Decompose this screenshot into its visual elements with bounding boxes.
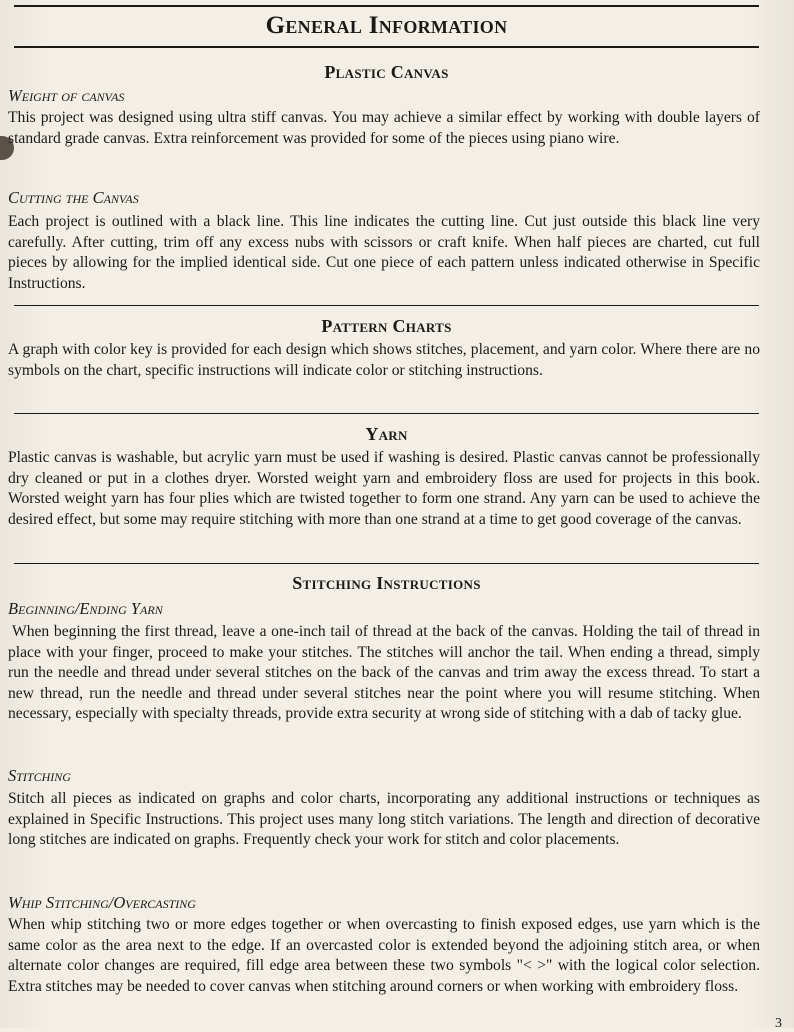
subheading-cutting-the-canvas: Cutting the Canvas (8, 188, 139, 207)
paragraph-yarn: Plastic canvas is washable, but acrylic yarn must be used if washing is desired. Plastic canvas cannot be professionally dry cleaned or put in a clothes dryer. Worsted weight yarn and embroidery floss are used for projects in this book. Worsted weight yarn has four plies which are twisted together to form one strand. Any yarn can be used to achieve the desired effect, but some may require stitching with more than one strand at a time to get good coverage of the canvas. (8, 449, 760, 528)
heading-pattern-charts: Pattern Charts (321, 316, 452, 336)
subheading-whip-stitching: Whip Stitching/Overcasting (8, 893, 196, 912)
section-rule (14, 413, 759, 414)
title-rule (14, 46, 759, 48)
paragraph-whip-stitching: When whip stitching two or more edges together or when overcasting to finish exposed edges, use yarn which is the same color as the area next to the edge. If an overcasted color is extended beyond the adjoining stitch area, or when alternate color changes are required, fill edge area between these two symbols "< >" with the logical color selection. Extra stitches may be needed to cover canvas when stitching around corners or when working with embroidery floss. (8, 916, 760, 995)
paragraph-pattern-charts: A graph with color key is provided for each design which shows stitches, placement, and yarn color. Where there are no symbols on the chart, specific instructions will indicate color or stitching instructions. (8, 341, 760, 379)
section-rule (14, 305, 759, 306)
paragraph-stitching: Stitch all pieces as indicated on graphs and color charts, incorporating any additional instructions or techniques as explained in Specific Instructions. This project uses many long stitch variations. The length and direction of decorative long stitches are indicated on graphs. Frequently check your work for stitch and color placements. (8, 790, 760, 848)
paragraph-cutting-the-canvas: Each project is outlined with a black line. This line indicates the cutting line. Cut just outside this black line very carefully. After cutting, trim off any excess nubs with scissors or craft knife. When half pieces are charted, cut full pieces by allowing for the implied identical side. Cut one piece of each pattern unless indicated otherwise in Specific Instructions. (8, 213, 760, 292)
top-rule (14, 5, 759, 7)
subheading-weight-of-canvas: Weight of canvas (8, 86, 125, 105)
heading-yarn: Yarn (365, 424, 408, 444)
subheading-stitching: Stitching (8, 766, 71, 785)
paragraph-beginning-ending-yarn: When beginning the first thread, leave a one-inch tail of thread at the back of the canvas. Holding the tail of thread in place with your finger, proceed to make your stitches. The stitches will anchor the tail. When ending a thread, simply run the needle and thread under several stitches on the back of the canvas and trim away the excess thread. To start a new thread, run the needle and thread under several stitches near the point where you will resume stitching. When necessary, especially with specialty threads, provide extra security at wrong side of stitching with a dab of tacky glue. (8, 623, 760, 722)
page-number: 3 (775, 1016, 782, 1031)
section-rule (14, 563, 759, 564)
heading-plastic-canvas: Plastic Canvas (324, 62, 449, 82)
paragraph-weight-of-canvas: This project was designed using ultra stiff canvas. You may achieve a similar effect by working with double layers of standard grade canvas. Extra reinforcement was provided for some of the pieces using piano wire. (8, 109, 760, 147)
heading-stitching-instructions: Stitching Instructions (292, 573, 481, 593)
page-title: General Information (265, 12, 508, 39)
subheading-beginning-ending-yarn: Beginning/Ending Yarn (8, 599, 163, 618)
